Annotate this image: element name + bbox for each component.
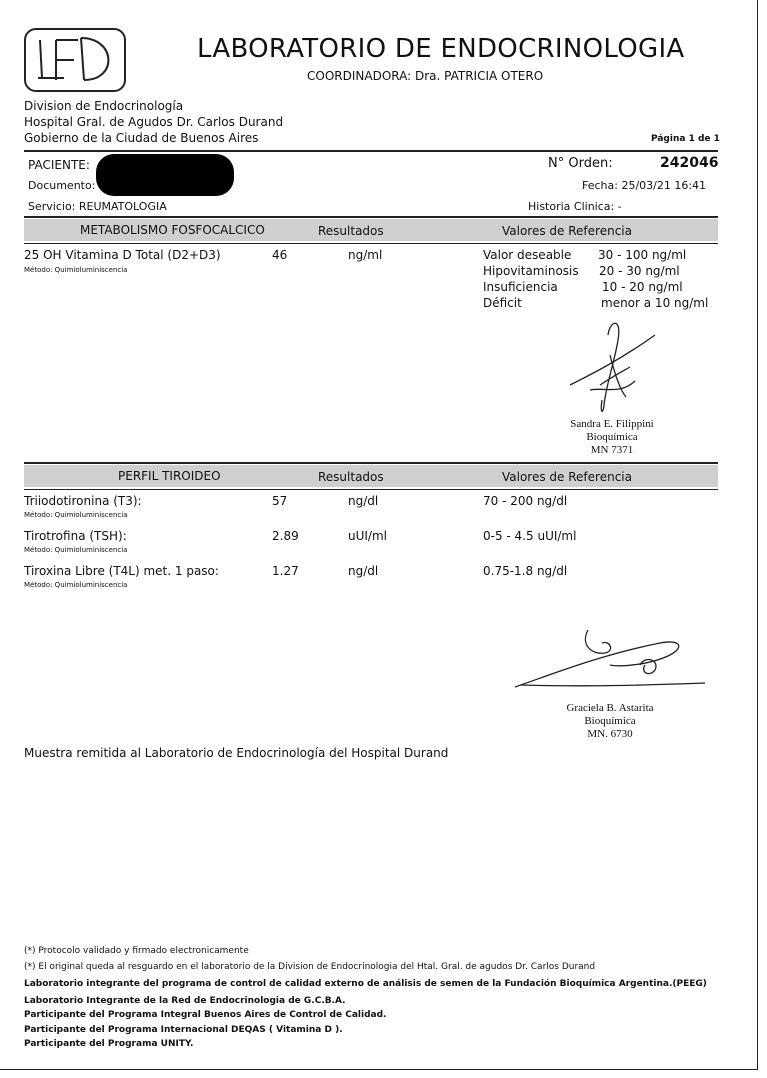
test-ref: 0.75-1.8 ng/dl: [483, 564, 568, 578]
lab-title: LABORATORIO DE ENDOCRINOLOGIA: [197, 34, 685, 64]
footer-line: Laboratorio integrante del programa de control de calidad externo de análisis de semen de la Fundación Bioquímica Argentina.(PEEG): [24, 979, 707, 989]
test-value: 46: [272, 248, 288, 262]
signature-1-title: Bioquímica: [586, 431, 638, 443]
institution-line-1: Division de Endocrinología: [24, 99, 184, 113]
test-name: 25 OH Vitamina D Total (D2+D3): [24, 248, 221, 262]
sample-note: Muestra remitida al Laboratorio de Endocrinología del Hospital Durand: [24, 746, 449, 760]
test-name: Triiodotironina (T3):: [24, 494, 142, 508]
signature-2-title: Bioquímica: [584, 715, 636, 727]
footer-line: (*) El original queda al resguardo en el laboratorio de la Division de Endocrinologia del Htal. Gral. de agudos Dr. Carlos Durand: [24, 962, 596, 972]
footer-line: Laboratorio Integrante de la Red de Endocrinologia de G.C.B.A.: [24, 996, 346, 1006]
divider: [24, 489, 718, 490]
test-name: Tirotrofina (TSH):: [24, 529, 127, 543]
institution-line-2: Hospital Gral. de Agudos Dr. Carlos Durand: [24, 115, 284, 129]
lab-logo-icon: [26, 30, 124, 90]
test-unit: uUI/ml: [348, 529, 387, 543]
test-value: 1.27: [272, 564, 299, 578]
patient-label: PACIENTE:: [28, 158, 90, 172]
test-unit: ng/dl: [348, 494, 379, 508]
section1-results-header: Resultados: [318, 224, 384, 238]
ref-label: Hipovitaminosis: [483, 264, 579, 278]
order-number: 242046: [660, 155, 719, 171]
institution-line-3: Gobierno de la Ciudad de Buenos Aires: [24, 131, 259, 145]
ref-label: Insuficiencia: [483, 280, 558, 294]
divider: [24, 243, 718, 244]
footer-line: Participante del Programa Integral Buenos Aires de Control de Calidad.: [24, 1010, 387, 1020]
signature-2-icon: [510, 625, 710, 695]
divider: [24, 150, 718, 152]
test-ref: 70 - 200 ng/dl: [483, 494, 568, 508]
test-name: Tiroxina Libre (T4L) met. 1 paso:: [24, 564, 219, 578]
divider: [24, 462, 718, 464]
ref-range: 20 - 30 ng/ml: [599, 264, 680, 278]
order-label: N° Orden:: [548, 156, 613, 171]
test-method: Método: Quimioluminiscencia: [24, 266, 128, 274]
ref-range: 30 - 100 ng/ml: [598, 248, 687, 262]
test-method: Método: Quimioluminiscencia: [24, 581, 128, 589]
footer-line: (*) Protocolo validado y firmado electronicamente: [24, 946, 249, 956]
signature-1-name: Sandra E. Filippini: [570, 418, 654, 430]
ref-range: menor a 10 ng/ml: [601, 296, 709, 310]
section2-title: PERFIL TIROIDEO: [118, 469, 221, 483]
signature-1-license: MN 7371: [590, 444, 634, 456]
coordinator: COORDINADORA: Dra. PATRICIA OTERO: [307, 69, 544, 83]
test-unit: ng/dl: [348, 564, 379, 578]
date: Fecha: 25/03/21 16:41: [582, 179, 707, 192]
ref-label: Valor deseable: [483, 248, 572, 262]
test-value: 2.89: [272, 529, 299, 543]
section2-ref-header: Valores de Referencia: [502, 470, 632, 484]
page-border-bottom: [0, 1069, 758, 1070]
test-method: Método: Quimioluminiscencia: [24, 546, 128, 554]
test-value: 57: [272, 494, 288, 508]
test-method: Método: Quimioluminiscencia: [24, 511, 128, 519]
history: Historia Clinica: -: [528, 200, 622, 213]
document-label: Documento:: [28, 179, 96, 192]
section1-title: METABOLISMO FOSFOCALCICO: [80, 223, 265, 237]
page-number: Página 1 de 1: [651, 134, 720, 144]
section1-ref-header: Valores de Referencia: [502, 224, 632, 238]
ref-label: Déficit: [483, 296, 522, 310]
service: Servicio: REUMATOLOGIA: [28, 200, 167, 213]
ref-range: 10 - 20 ng/ml: [602, 280, 683, 294]
footer-line: Participante del Programa Internacional DEQAS ( Vitamina D ).: [24, 1025, 343, 1035]
test-unit: ng/ml: [348, 248, 383, 262]
test-ref: 0-5 - 4.5 uUI/ml: [483, 529, 577, 543]
signature-2-name: Graciela B. Astarita: [566, 702, 654, 714]
divider: [24, 216, 718, 218]
footer-line: Participante del Programa UNITY.: [24, 1039, 194, 1049]
redaction-mark: [96, 154, 234, 196]
section2-results-header: Resultados: [318, 470, 384, 484]
signature-2-license: MN. 6730: [587, 728, 633, 740]
signature-1-icon: [560, 315, 670, 420]
lab-logo: [24, 28, 126, 92]
page-border-right: [757, 0, 758, 1070]
